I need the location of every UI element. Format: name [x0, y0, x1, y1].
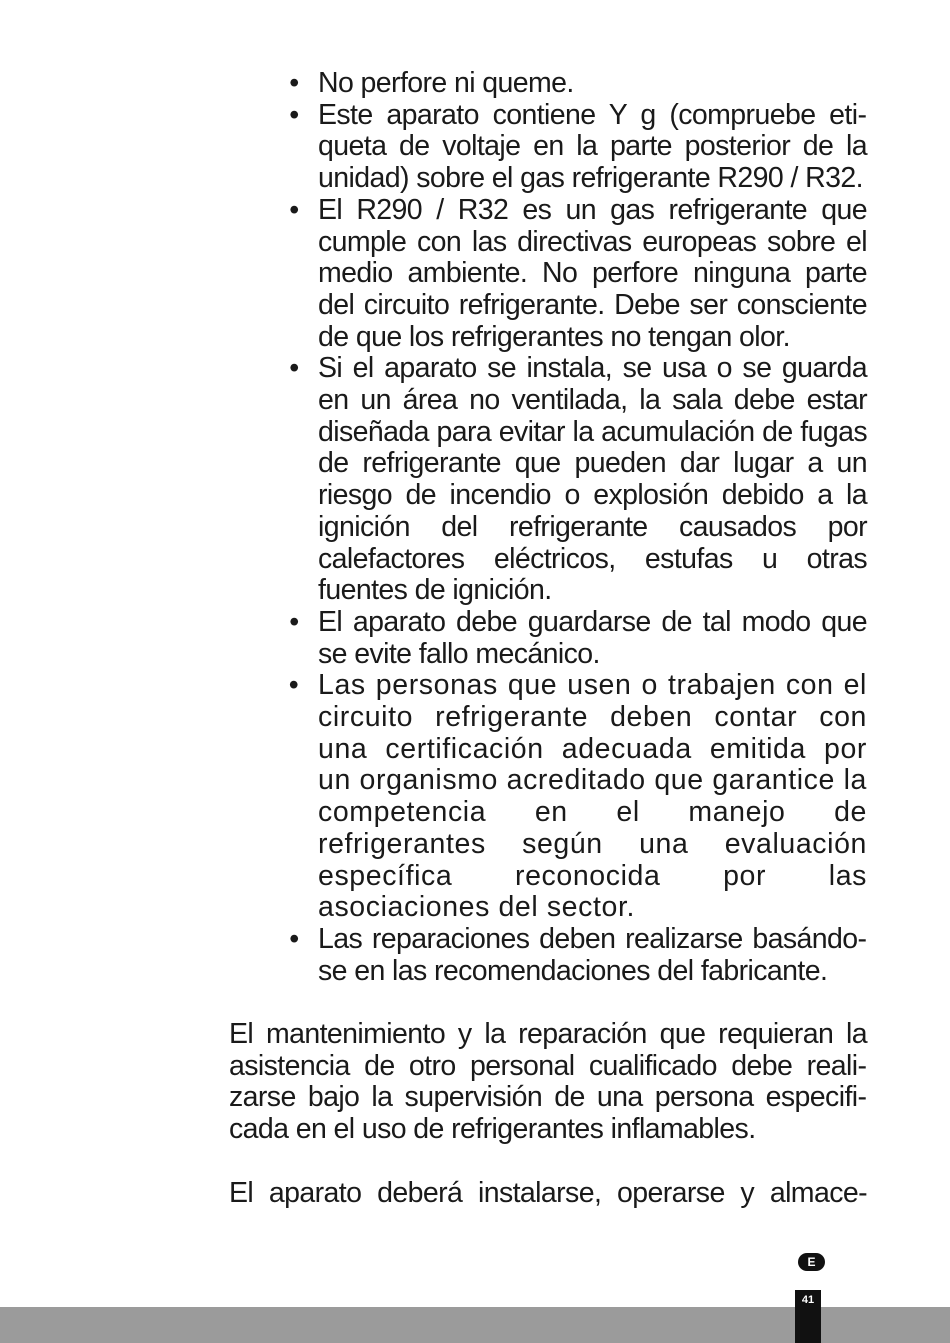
bullet-icon: • [289, 67, 299, 99]
bullet-item-ventilation [229, 353, 867, 607]
bullet-item-certification [229, 670, 867, 924]
bullet-item-storage [229, 607, 867, 670]
language-badge: E [798, 1253, 825, 1271]
bullet-icon: • [289, 98, 299, 131]
bullet-item-gas-amount [229, 100, 867, 195]
page-number: 41 [801, 1294, 815, 1306]
bullet-icon: • [289, 193, 299, 226]
bullet-text: No perfore ni queme. [318, 67, 574, 99]
bullet-item-refrigerant-info [229, 195, 867, 354]
bullet-icon: • [289, 352, 299, 385]
bullet-text: Este aparato contiene Y g (compruebe etiqueta de voltaje en la parte posterior de la unidad) sobre el gas refrigerante R290 / R32. [318, 98, 867, 195]
bullet-text: El aparato debe guardarse de tal modo que se evite fallo mecánico. [318, 605, 867, 670]
bullet-text: Las reparaciones deben realizarse basándose en las recomendaciones del fabricante. [318, 922, 867, 987]
bullet-icon: • [288, 669, 300, 702]
safety-bullet-list [229, 68, 867, 987]
page-number-tab [795, 1290, 821, 1343]
bullet-icon: • [289, 922, 299, 955]
installation-paragraph: El aparato deberá instalarse, operarse y almace- [229, 1176, 867, 1209]
bullet-text: Si el aparato se instala, se usa o se guarda en un área no ventilada, la sala debe estar diseñada para evitar la acumulación de fugas de refrigerante que pueden dar lugar a un riesgo de incendio o explosión debido a la ignición del refrigerante causados por calefactores eléctricos, estufas u otras fuentes de ignición. [318, 352, 867, 607]
bullet-text: Las personas que usen o trabajen con el circuito refrigerante deben contar con una certificación adecuada emitida por un organismo acreditado que garantice la competencia en el manejo de refrigerantes según una evaluación específica reconocida por las asociaciones del sector. [318, 669, 867, 924]
bullet-item-no-perforate [229, 68, 867, 100]
bullet-icon: • [289, 605, 299, 638]
maintenance-paragraph: El mantenimiento y la reparación que requieran la asistencia de otro personal cualificado debe realizarse bajo la supervisión de una persona especificada en el uso de refrigerantes inflamables. [229, 1018, 867, 1146]
bullet-text: El R290 / R32 es un gas refrigerante que cumple con las directivas europeas sobre el medio ambiente. No perfore ninguna parte del circuito refrigerante. Debe ser consciente de que los refrigerantes no tengan olor. [318, 193, 867, 353]
bullet-item-repairs [229, 924, 867, 987]
page-content [229, 68, 867, 1209]
